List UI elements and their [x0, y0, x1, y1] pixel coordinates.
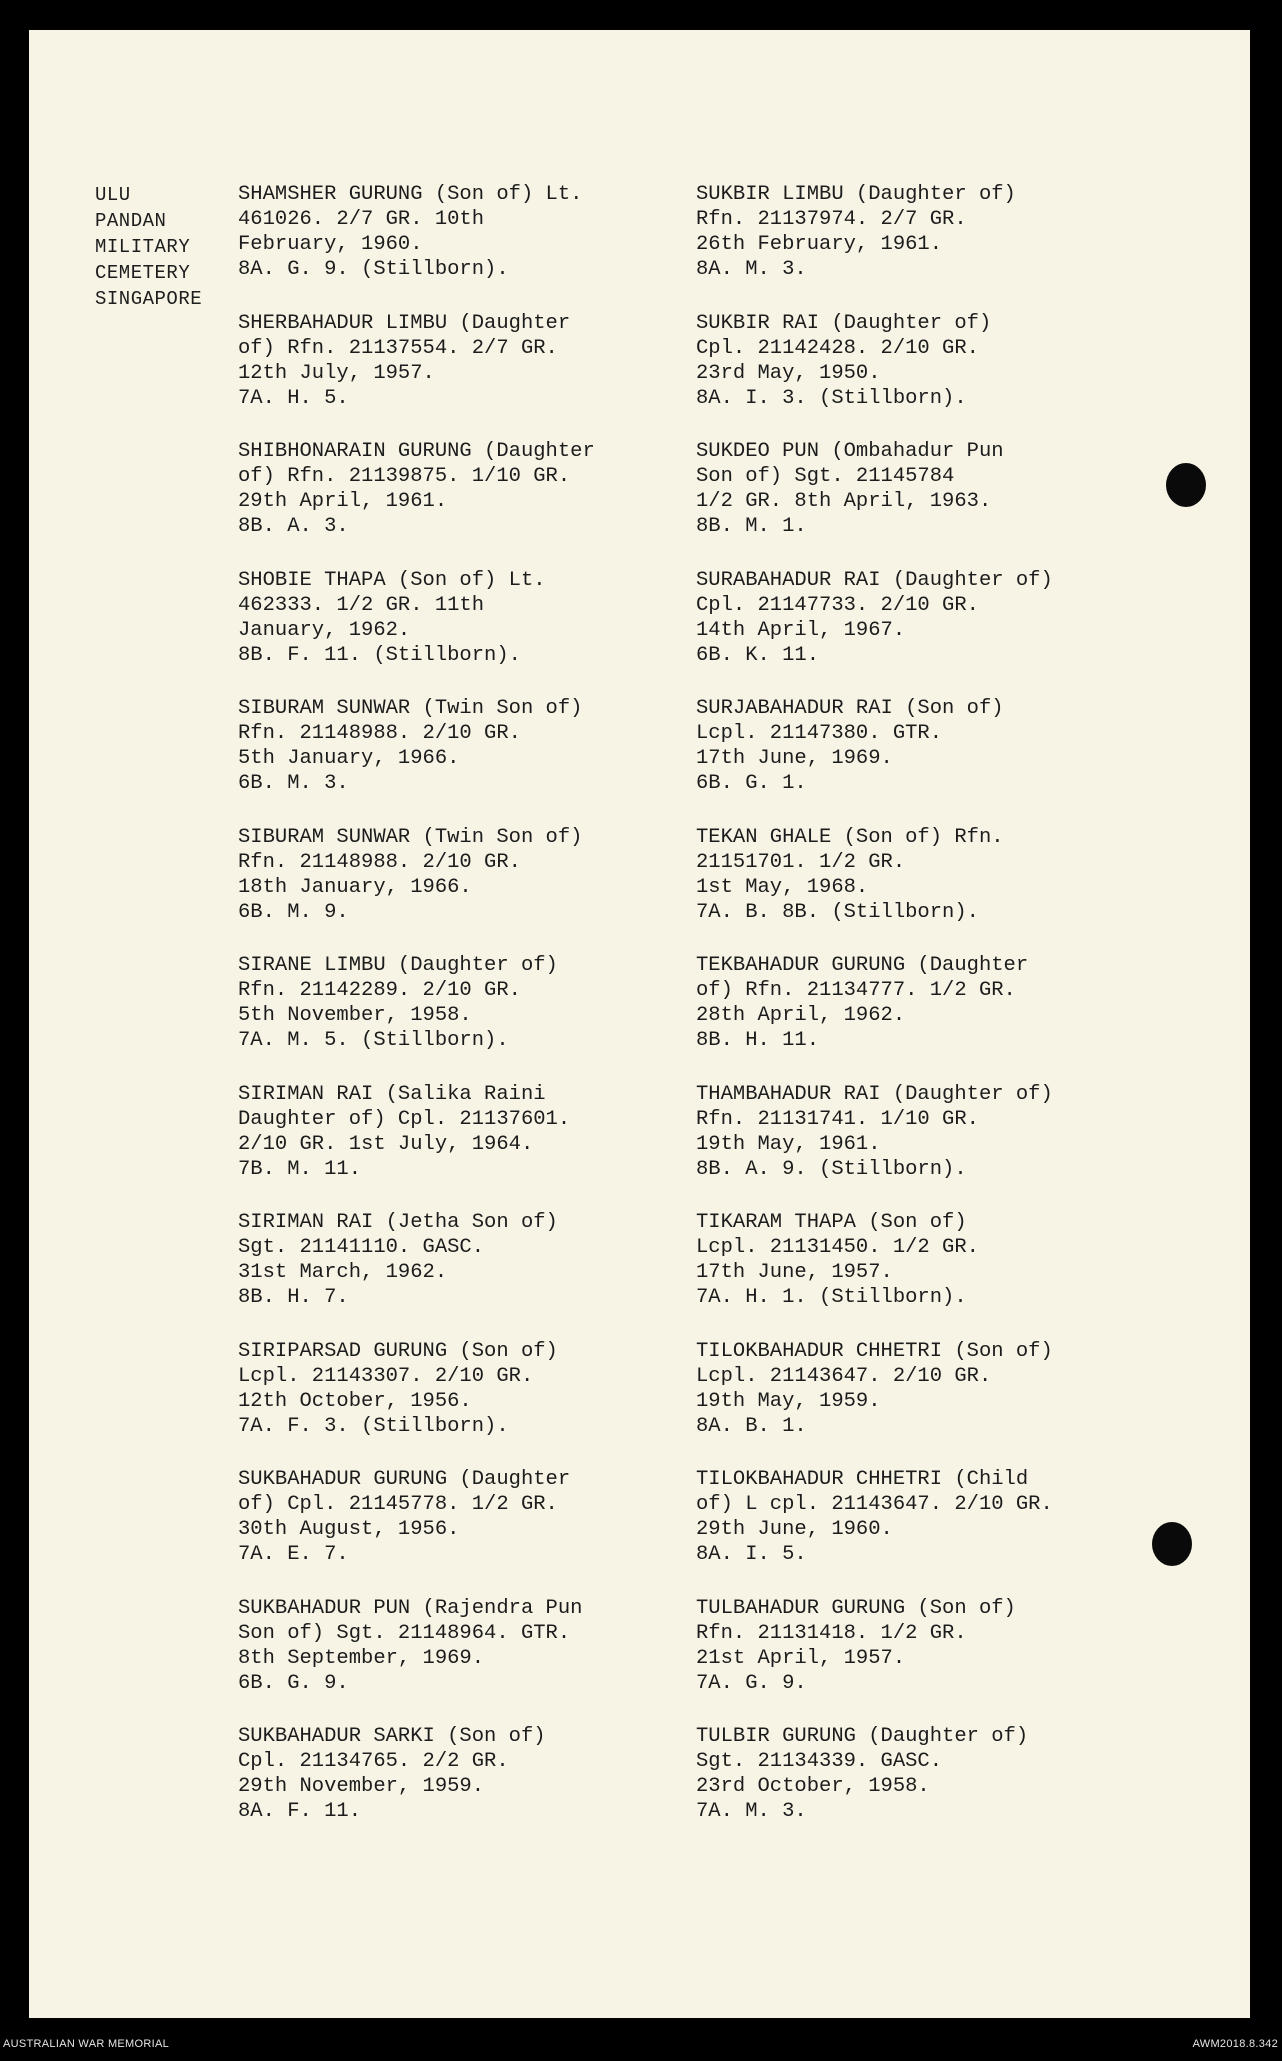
burial-entry: [238, 1082, 678, 1211]
entry-line: 8th September, 1969.: [238, 1646, 485, 1670]
burial-entry: [238, 1339, 678, 1468]
burial-entry: [696, 1596, 1136, 1725]
entry-line: 8B. M. 1.: [696, 515, 807, 538]
entry-line: of) Cpl. 21145778. 1/2 GR.: [238, 1493, 558, 1516]
entry-line: TULBIR GURUNG (Daughter of): [696, 1725, 1029, 1748]
entry-line: Son of) Sgt. 21148964. GTR.: [238, 1621, 571, 1645]
entry-line: 8A. M. 3.: [696, 258, 807, 281]
entry-line: Rfn. 21142289. 2/10 GR.: [238, 979, 521, 1002]
burial-entry: [238, 1596, 678, 1725]
entry-line: 8B. A. 3.: [238, 515, 349, 538]
entry-line: 8A. B. 1.: [696, 1414, 807, 1438]
entry-line: SUKDEO PUN (Ombahadur Pun: [696, 440, 1004, 463]
entry-line: 8B. H. 7.: [238, 1286, 349, 1309]
burial-entry: [696, 696, 1136, 825]
entry-line: 5th January, 1966.: [238, 747, 460, 770]
right-entries-column: [696, 182, 1136, 1853]
burial-entry: [238, 1724, 678, 1853]
entry-line: 6B. M. 3.: [238, 772, 349, 795]
entry-line: 8A. I. 3. (Stillborn).: [696, 386, 967, 410]
entry-line: 7A. E. 7.: [238, 1543, 349, 1566]
burial-entry: [238, 1210, 678, 1339]
burial-entry: [696, 439, 1136, 568]
entry-line: 29th April, 1961.: [238, 490, 448, 513]
burial-entry: [238, 1467, 678, 1596]
entry-line: Rfn. 21131418. 1/2 GR.: [696, 1621, 967, 1645]
entry-line: Son of) Sgt. 21145784: [696, 465, 955, 488]
location-line: SINGAPORE: [95, 288, 203, 310]
entry-line: Lcpl. 21147380. GTR.: [696, 722, 943, 745]
entry-line: of) Rfn. 21137554. 2/7 GR.: [238, 336, 558, 360]
entry-line: 7B. M. 11.: [238, 1157, 362, 1181]
entry-line: of) Rfn. 21134777. 1/2 GR.: [696, 979, 1016, 1002]
entry-line: 6B. K. 11.: [696, 643, 820, 667]
entry-line: 28th April, 1962.: [696, 1004, 906, 1027]
burial-entry: [696, 311, 1136, 440]
entry-line: 17th June, 1957.: [696, 1261, 893, 1284]
entry-line: Rfn. 21148988. 2/10 GR.: [238, 722, 521, 745]
entry-line: SURABAHADUR RAI (Daughter of): [696, 568, 1053, 592]
entry-line: SIBURAM SUNWAR (Twin Son of): [238, 825, 583, 849]
entry-line: of) Rfn. 21139875. 1/10 GR.: [238, 465, 571, 488]
entry-line: SURJABAHADUR RAI (Son of): [696, 697, 1004, 720]
burial-entry: [238, 953, 678, 1082]
entry-line: THAMBAHADUR RAI (Daughter of): [696, 1082, 1053, 1106]
entry-line: of) L cpl. 21143647. 2/10 GR.: [696, 1493, 1053, 1516]
entry-line: 14th April, 1967.: [696, 618, 906, 642]
entry-line: TEKAN GHALE (Son of) Rfn.: [696, 825, 1004, 849]
entry-line: 23rd May, 1950.: [696, 361, 881, 385]
entry-line: Rfn. 21137974. 2/7 GR.: [696, 208, 967, 231]
entry-line: Lcpl. 21143647. 2/10 GR.: [696, 1364, 992, 1388]
entry-line: 461026. 2/7 GR. 10th: [238, 208, 485, 231]
entry-line: Sgt. 21141110. GASC.: [238, 1236, 485, 1259]
entry-line: Cpl. 21147733. 2/10 GR.: [696, 593, 979, 617]
entry-line: 462333. 1/2 GR. 11th: [238, 593, 485, 617]
entry-line: 12th July, 1957.: [238, 361, 435, 385]
entry-line: 26th February, 1961.: [696, 233, 943, 256]
entry-line: 19th May, 1961.: [696, 1132, 881, 1156]
entry-line: 8B. F. 11. (Stillborn).: [238, 643, 521, 667]
punch-hole: [1166, 463, 1206, 507]
entry-line: 6B. M. 9.: [238, 900, 349, 924]
entry-line: January, 1962.: [238, 618, 411, 642]
burial-entry: [696, 1467, 1136, 1596]
entry-line: 23rd October, 1958.: [696, 1775, 930, 1798]
burial-entry: [238, 696, 678, 825]
entry-line: 29th November, 1959.: [238, 1775, 485, 1798]
burial-entry: [696, 568, 1136, 697]
entry-line: TIKARAM THAPA (Son of): [696, 1211, 967, 1234]
entry-line: Sgt. 21134339. GASC.: [696, 1750, 943, 1773]
location-line: PANDAN: [95, 210, 167, 232]
entry-line: TILOKBAHADUR CHHETRI (Son of): [696, 1339, 1053, 1363]
entry-line: 2/10 GR. 1st July, 1964.: [238, 1132, 534, 1156]
entry-line: 8A. G. 9. (Stillborn).: [238, 258, 509, 281]
entry-line: Rfn. 21131741. 1/10 GR.: [696, 1107, 979, 1131]
entry-line: SUKBAHADUR GURUNG (Daughter: [238, 1468, 571, 1491]
entry-line: 12th October, 1956.: [238, 1389, 472, 1413]
entry-line: Lcpl. 21131450. 1/2 GR.: [696, 1236, 979, 1259]
entry-line: 30th August, 1956.: [238, 1518, 460, 1541]
entry-line: 7A. H. 1. (Stillborn).: [696, 1286, 967, 1309]
entry-line: Cpl. 21134765. 2/2 GR.: [238, 1750, 509, 1773]
footer-credit: AUSTRALIAN WAR MEMORIAL: [3, 2038, 170, 2050]
burial-entry: [238, 568, 678, 697]
entry-line: 5th November, 1958.: [238, 1004, 472, 1027]
entry-line: 7A. H. 5.: [238, 386, 349, 410]
location-line: ULU: [95, 184, 131, 206]
entry-line: Daughter of) Cpl. 21137601.: [238, 1107, 571, 1131]
entry-line: 7A. G. 9.: [696, 1671, 807, 1695]
entry-line: SIBURAM SUNWAR (Twin Son of): [238, 697, 583, 720]
entry-line: 17th June, 1969.: [696, 747, 893, 770]
entry-line: SUKBAHADUR SARKI (Son of): [238, 1725, 546, 1748]
entry-line: SIRIMAN RAI (Salika Raini: [238, 1082, 546, 1106]
punch-hole: [1152, 1522, 1192, 1566]
burial-entry: [238, 439, 678, 568]
entry-line: SIRIPARSAD GURUNG (Son of): [238, 1339, 558, 1363]
cemetery-location: [95, 182, 202, 312]
entry-line: 1/2 GR. 8th April, 1963.: [696, 490, 992, 513]
entry-line: 7A. B. 8B. (Stillborn).: [696, 900, 979, 924]
left-entries-column: [238, 182, 678, 1853]
entry-line: February, 1960.: [238, 233, 423, 256]
entry-line: SUKBIR RAI (Daughter of): [696, 311, 992, 335]
burial-entry: [238, 311, 678, 440]
entry-line: 21151701. 1/2 GR.: [696, 850, 906, 874]
burial-entry: [696, 1339, 1136, 1468]
entry-line: Rfn. 21148988. 2/10 GR.: [238, 850, 521, 874]
location-line: CEMETERY: [95, 262, 191, 284]
entry-line: 7A. F. 3. (Stillborn).: [238, 1414, 509, 1438]
footer-reference: AWM2018.8.342: [1192, 2038, 1278, 2050]
burial-entry: [696, 1724, 1136, 1853]
entry-line: 8A. F. 11.: [238, 1800, 362, 1823]
entry-line: 7A. M. 5. (Stillborn).: [238, 1029, 509, 1052]
burial-entry: [696, 1082, 1136, 1211]
entry-line: 6B. G. 9.: [238, 1671, 349, 1695]
entry-line: 21st April, 1957.: [696, 1646, 906, 1670]
entry-line: 7A. M. 3.: [696, 1800, 807, 1823]
burial-entry: [696, 825, 1136, 954]
entry-line: 31st March, 1962.: [238, 1261, 448, 1284]
entry-line: 1st May, 1968.: [696, 875, 869, 899]
entry-line: SHAMSHER GURUNG (Son of) Lt.: [238, 183, 583, 206]
entry-line: 19th May, 1959.: [696, 1389, 881, 1413]
burial-entry: [238, 182, 678, 311]
entry-line: SUKBIR LIMBU (Daughter of): [696, 183, 1016, 206]
entry-line: 8B. A. 9. (Stillborn).: [696, 1157, 967, 1181]
entry-line: Lcpl. 21143307. 2/10 GR.: [238, 1364, 534, 1388]
entry-line: Cpl. 21142428. 2/10 GR.: [696, 336, 979, 360]
entry-line: TEKBAHADUR GURUNG (Daughter: [696, 954, 1029, 977]
entry-line: 18th January, 1966.: [238, 875, 472, 899]
entry-line: SHIBHONARAIN GURUNG (Daughter: [238, 440, 595, 463]
entry-line: SHOBIE THAPA (Son of) Lt.: [238, 568, 546, 592]
entry-line: SIRIMAN RAI (Jetha Son of): [238, 1211, 558, 1234]
entry-line: SIRANE LIMBU (Daughter of): [238, 954, 558, 977]
entry-line: 8A. I. 5.: [696, 1543, 807, 1566]
entry-line: SHERBAHADUR LIMBU (Daughter: [238, 311, 571, 335]
location-line: MILITARY: [95, 236, 191, 258]
entry-line: 29th June, 1960.: [696, 1518, 893, 1541]
entry-line: SUKBAHADUR PUN (Rajendra Pun: [238, 1596, 583, 1620]
entry-line: 8B. H. 11.: [696, 1029, 820, 1052]
burial-entry: [696, 182, 1136, 311]
entry-line: TULBAHADUR GURUNG (Son of): [696, 1596, 1016, 1620]
entry-line: 6B. G. 1.: [696, 772, 807, 795]
burial-entry: [696, 953, 1136, 1082]
burial-entry: [696, 1210, 1136, 1339]
burial-entry: [238, 825, 678, 954]
entry-line: TILOKBAHADUR CHHETRI (Child: [696, 1468, 1029, 1491]
